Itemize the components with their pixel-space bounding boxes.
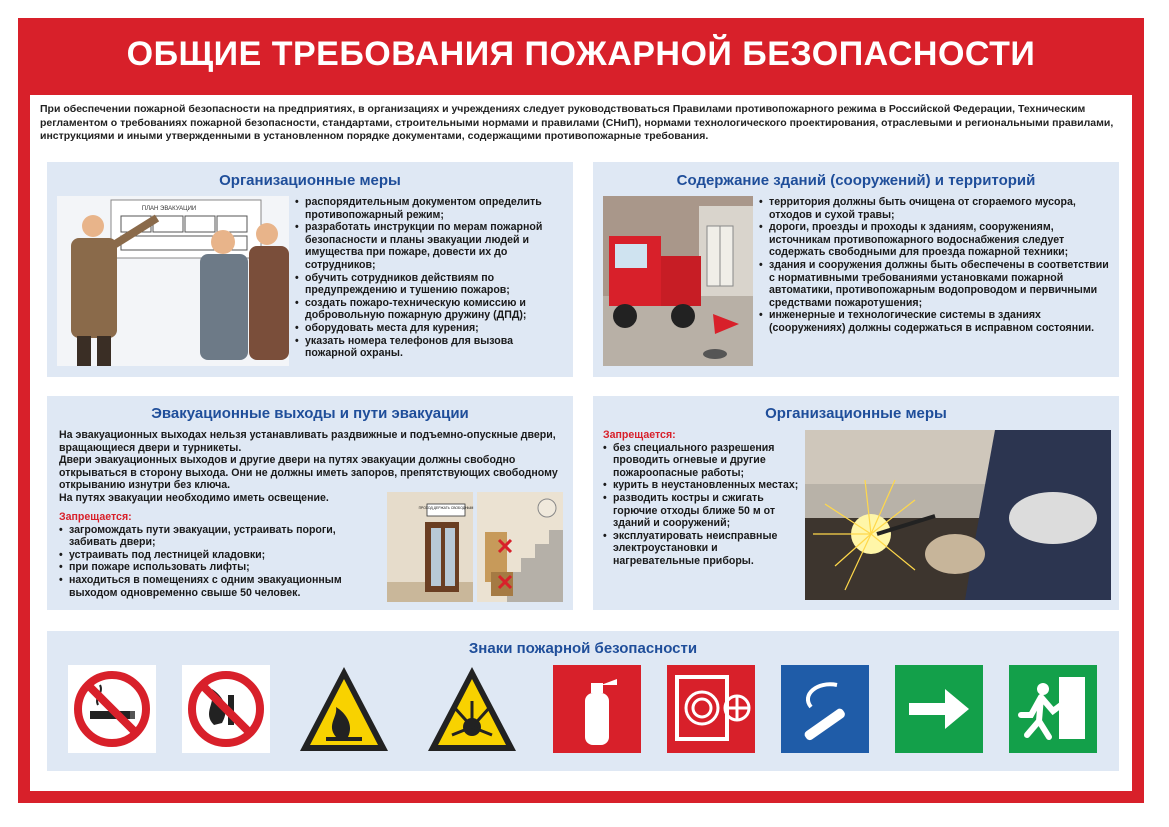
list-item: • распорядительным документом определить противопожарный режим; <box>295 196 567 221</box>
list-item: • курить в неустановленных местах; <box>603 479 803 492</box>
list-item: • территория должны быть очищена от сгораемого мусора, отходов и сухой травы; <box>759 196 1115 221</box>
panel-evacuation-exits <box>47 396 573 610</box>
panel-heading: Организационные меры <box>765 405 947 422</box>
emergency-exit-sign <box>1009 665 1097 753</box>
list-item: • разработать инструкции по мерам пожарной безопасности и планы эвакуации людей и имущества при пожаре, довести их до сотрудников; <box>295 221 567 271</box>
list-item: • инженерные и технологические системы в зданиях (сооружениях) должны содержаться в исправном состоянии. <box>759 309 1115 334</box>
panel-heading: Эвакуационные выходы и пути эвакуации <box>151 405 469 422</box>
buildings-territories-list <box>759 196 1115 335</box>
organizational-measures-list <box>295 196 567 360</box>
list-item: • дороги, проезды и проходы к зданиям, сооружениям, источникам противопожарного водоснабжения следует содержать свободными для проезда пожарной техники; <box>759 221 1115 259</box>
list-item: • эксплуатировать неисправные электроустановки и нагревательные приборы. <box>603 530 803 568</box>
explosive-warning-sign <box>424 663 520 751</box>
forbidden-label: Запрещается: <box>603 429 676 441</box>
welding-forbidden-list <box>603 429 803 568</box>
panel-organizational-measures <box>47 162 573 377</box>
panel-organizational-measures-2 <box>593 396 1119 610</box>
fire-truck-illustration <box>603 196 753 366</box>
pass-free-label: ПРОХОД ДЕРЖАТЬ СВОБОДНЫМ <box>418 506 474 510</box>
panel-buildings-territories <box>593 162 1119 377</box>
evacuation-paragraph: Двери эвакуационных выходов и другие двери на путях эвакуации должны свободно открываться в сторону выхода. Они не должны иметь запоров, препятствующих свободному открыванию изнутри без ключа. <box>59 454 558 492</box>
evacuation-plan-illustration <box>57 196 289 366</box>
evacuation-corridor-illustration <box>387 492 563 602</box>
fire-hose-sign <box>667 665 755 753</box>
fire-extinguisher-sign <box>553 665 641 753</box>
flammable-warning-sign <box>296 663 392 751</box>
evacuation-paragraph: На путях эвакуации необходимо иметь освещение. <box>59 491 329 504</box>
list-item: • при пожаре использовать лифты; <box>59 561 385 574</box>
list-item: • находиться в помещениях с одним эвакуационным выходом одновременно свыше 50 человек. <box>59 574 385 599</box>
list-item: • создать пожаро-техническую комиссию и добровольную пожарную дружину (ДПД); <box>295 297 567 322</box>
list-item: • оборудовать места для курения; <box>295 322 567 335</box>
no-open-flame-sign <box>182 665 270 753</box>
list-item: • загромождать пути эвакуации, устраивать пороги, забивать двери; <box>59 524 385 549</box>
list-item: • обучить сотрудников действиям по предупреждению и тушению пожаров; <box>295 272 567 297</box>
page-title: ОБЩИЕ ТРЕБОВАНИЯ ПОЖАРНОЙ БЕЗОПАСНОСТИ <box>126 34 1036 73</box>
evacuation-plan-label: ПЛАН ЭВАКУАЦИИ <box>141 206 197 212</box>
forbidden-label: Запрещается: <box>59 511 132 523</box>
no-smoking-sign <box>68 665 156 753</box>
list-item: • указать номера телефонов для вызова пожарной охраны. <box>295 335 567 360</box>
smoking-area-sign <box>781 665 869 753</box>
welding-illustration <box>805 430 1111 600</box>
list-item: • разводить костры и сжигать горючие отходы ближе 50 м от зданий и сооружений; <box>603 492 803 530</box>
direction-arrow-sign <box>895 665 983 753</box>
list-item: • устраивать под лестницей кладовки; <box>59 549 385 562</box>
evacuation-forbidden-list <box>59 511 385 599</box>
panel-heading: Организационные меры <box>219 172 401 189</box>
intro-text: При обеспечении пожарной безопасности на предприятиях, в организациях и учреждениях следует руководствоваться Правилами противопожарного режима в Российской Федерации, Техническим регламентом о требованиях пожарной безопасности, стандартами, строительными нормами и правилами (СНиП), нормами технологического проектирования, отраслевыми и региональными правилами, инструкциями и иными утвержденными в установленном порядке документами, содержащими противопожарные требования. <box>40 103 1114 142</box>
panel-heading: Содержание зданий (сооружений) и территорий <box>676 172 1036 189</box>
list-item: • без специального разрешения проводить огневые и другие пожароопасные работы; <box>603 442 803 480</box>
panel-heading: Знаки пожарной безопасности <box>468 640 698 657</box>
evacuation-paragraph: На эвакуационных выходах нельзя устанавливать раздвижные и подъемно-опускные двери, вращающиеся двери и турникеты. <box>59 429 556 454</box>
list-item: • здания и сооружения должны быть обеспечены в соответствии с нормативными требованиями установками пожарной автоматики, противопожарным водопроводом и первичными средствами пожаротушения; <box>759 259 1115 309</box>
